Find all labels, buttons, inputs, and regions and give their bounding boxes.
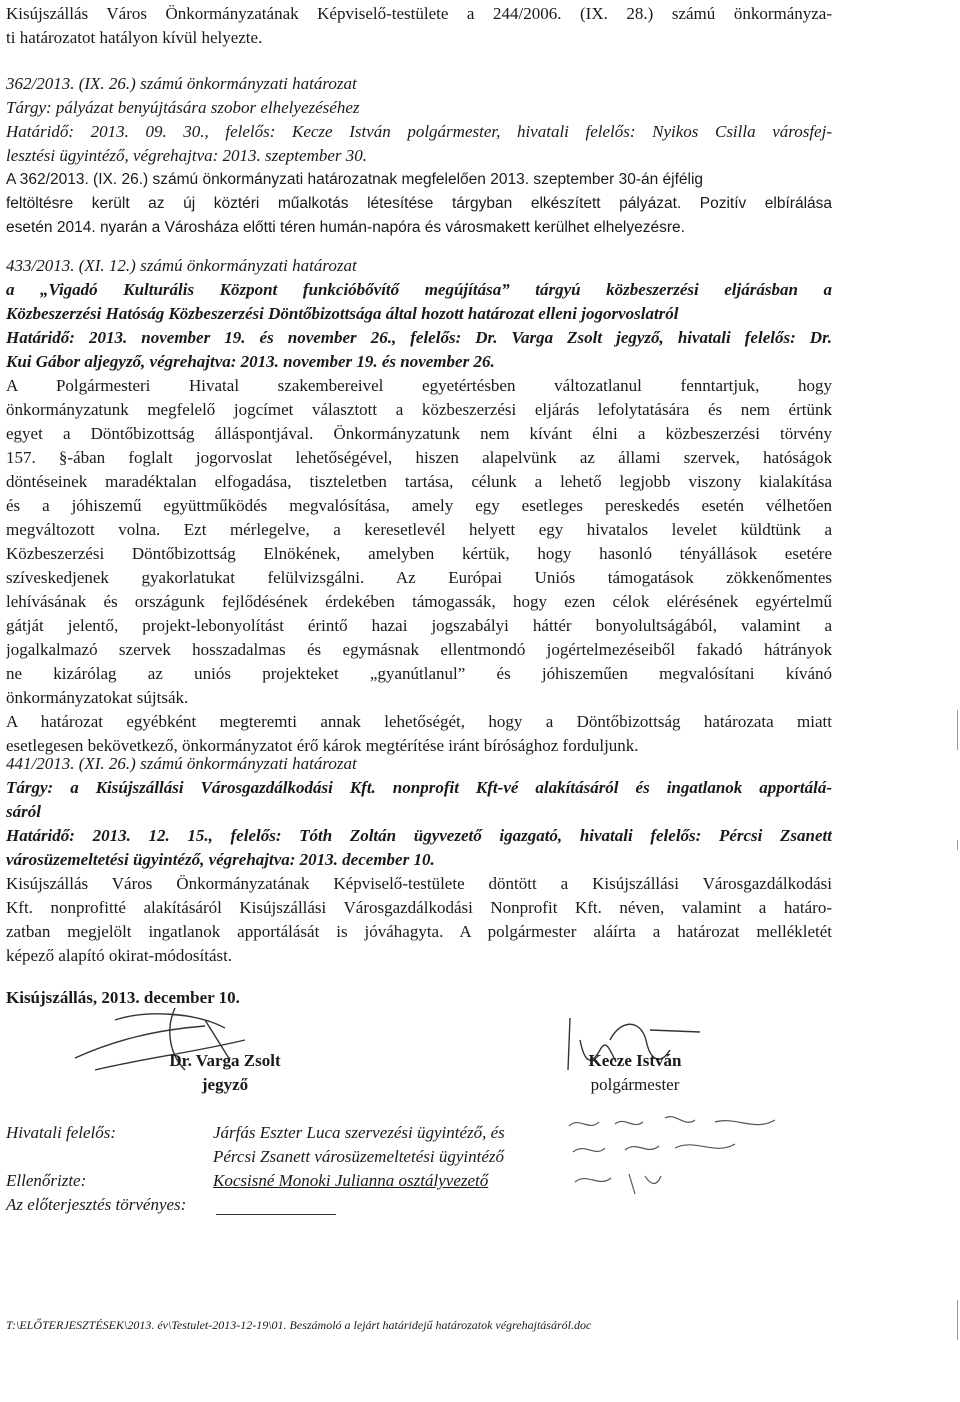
resolution-heading: 433/2013. (XI. 12.) számú önkormányzati határozat <box>6 256 357 275</box>
text-line: A 362/2013. (IX. 26.) számú önkormányzati határozatnak megfelelően 2013. szeptember 30-án éjfélig <box>6 171 704 188</box>
file-path-footer: T:\ELŐTERJESZTÉSEK\2013. év\Testulet-2013-12-19\01. Beszámoló a lejárt határidejű határozatok végrehajtásáról.doc <box>6 1318 592 1332</box>
resolution-deadline: Határidő: 2013. 12. 15., felelős: Tóth Zoltán ügyvezető igazgató, hivatali felelős: Pércsi Zsanett <box>6 826 832 845</box>
text-line: képező alapító okirat-módosítást. <box>6 946 233 965</box>
resolution-deadline: Kui Gábor aljegyző, végrehajtva: 2013. november 19. és november 26. <box>6 352 495 371</box>
jegyzo-name: Dr. Varga Zsolt <box>169 1051 281 1070</box>
text-line: gátját jelentő, projekt-lebonyolítást érintő hazai jogszabályi háttér bonyolultságából, valamint a <box>6 616 832 635</box>
place-date: Kisújszállás, 2013. december 10. <box>6 988 240 1007</box>
polgarmester-name: Kecze István <box>588 1051 682 1070</box>
resolution-433 <box>6 254 832 758</box>
text-line: önkormányzatunk megfelelő jogcímet választott a közbeszerzési eljárás lefolytatására és nem értünk <box>6 400 832 419</box>
resolution-deadline: Határidő: 2013. november 19. és november 26., felelős: Dr. Varga Zsolt jegyző, hivatali felelős: Dr. <box>6 328 832 347</box>
text-line: Kisújszállás Város Önkormányzatának Képviselő-testülete a 244/2006. (IX. 28.) számú önkormányza- <box>6 4 832 23</box>
text-line: ti határozatot hatályon kívül helyezte. <box>6 28 263 47</box>
text-line: Kisújszállás Város Önkormányzatának Képviselő-testülete döntött a Kisújszállási Városgazdálkodási <box>6 874 832 893</box>
text-line: döntéseinek maradéktalan elfogadása, tiszteletben tartása, célunk a lehető legjobb viszony kialakítása <box>6 472 832 491</box>
resolution-subject: sáról <box>6 802 41 821</box>
text-line: önkormányzatokat sújtsák. <box>6 688 189 707</box>
ellenorizte-label: Ellenőrizte: <box>6 1171 87 1190</box>
resolution-subject: a „Vigadó Kulturális Központ funkcióbővítő megújítása” tárgyú közbeszerzési eljárásban a <box>6 280 832 299</box>
text-line: esetén 2014. nyarán a Városháza előtti téren humán-napóra és városmakett kerülhet elhelyezésre. <box>6 219 685 236</box>
text-line: Közbeszerzési Döntőbizottság Elnökének, amelyben kértük, hogy hasonló tényállások esetére <box>6 544 832 563</box>
text-line: szíveskedjenek gyakorlatukat felülvizsgálni. Az Európai Uniós támogatások zökkenőmentes <box>6 568 832 587</box>
resolution-deadline: városüzemeltetési ügyintéző, végrehajtva: 2013. december 10. <box>6 850 435 869</box>
text-line: és a jóhiszemű együttműködés megvalósítása, amely egy esetleges pereskedés esetén vélhetően <box>6 496 832 515</box>
resolution-heading: 362/2013. (IX. 26.) számú önkormányzati határozat <box>6 74 357 93</box>
text-line: feltöltésre került az új köztéri műalkotás létesítése tárgyban elkészített pályázat. Pozitív elbírálása <box>6 195 832 212</box>
text-line: 157. §-ában foglalt jogorvoslat lehetőségével, hiszen alapelvünk az állami szervek, hatóságok <box>6 448 832 467</box>
hivatali-felelos-label: Hivatali felelős: <box>6 1123 117 1142</box>
resolution-441 <box>6 752 832 968</box>
text-line: zatban megjelölt ingatlanok apportálását is jóváhagyta. A polgármester aláírta a határozat mellékletét <box>6 922 832 941</box>
text-line: lehívásának és országunk fejlődésének érdekében támogassák, hogy ezen célok elérésének egyértelmű <box>6 592 832 611</box>
resolution-subject: Tárgy: pályázat benyújtására szobor elhelyezéséhez <box>6 98 360 117</box>
text-line: A határozat egyébként megteremti annak lehetőségét, hogy a Döntőbizottság határozata miatt <box>6 712 832 731</box>
resolution-deadline: Határidő: 2013. 09. 30., felelős: Kecze István polgármester, hivatali felelős: Nyikos Csilla városfej- <box>6 122 832 141</box>
text-line: A Polgármesteri Hivatal szakembereivel egyetértésben változatlanul fenntartjuk, hogy <box>6 376 832 395</box>
scan-mark <box>957 710 958 750</box>
text-line: ne kizárólag az uniós projekteket „gyanútlanul” és jóhiszeműen megvalósítani kívánó <box>6 664 832 683</box>
text-line: jogalkalmazó szervek hosszadalmas és egymásnak ellentmondó jogértelmezéseiből fakadó hátrányok <box>6 640 832 659</box>
ellenorizte-value: Kocsisné Monoki Julianna osztályvezető <box>213 1171 489 1190</box>
polgarmester-title: polgármester <box>590 1075 680 1094</box>
jegyzo-title: jegyző <box>201 1075 249 1094</box>
hivatali-felelos-value-1: Járfás Eszter Luca szervezési ügyintéző, és <box>213 1123 505 1142</box>
resolution-subject: Tárgy: a Kisújszállási Városgazdálkodási Kft. nonprofit Kft-vé alakításáról és ingatlanok apportálá- <box>6 778 832 797</box>
text-line: esetlegesen bekövetkező, önkormányzatot érő károk megtérítése iránt bírósághoz forduljunk. <box>6 736 639 755</box>
resolution-362 <box>6 72 832 240</box>
intro-paragraph <box>6 2 832 50</box>
resolution-subject: Közbeszerzési Hatóság Közbeszerzési Döntőbizottsága által hozott határozat elleni jogorvoslatról <box>6 304 679 323</box>
resolution-heading: 441/2013. (XI. 26.) számú önkormányzati határozat <box>6 754 357 773</box>
scan-mark <box>957 840 958 850</box>
hivatali-felelos-value-2: Pércsi Zsanett városüzemeltetési ügyintéző <box>213 1147 504 1166</box>
text-line: egyet a Döntőbizottság álláspontjával. Önkormányzatunk nem kívánt élni a közbeszerzési törvény <box>6 424 832 443</box>
text-line: Kft. nonprofitté alakításáról Kisújszállási Városgazdálkodási Nonprofit Kft. néven, valamint a határo- <box>6 898 832 917</box>
eloterjesztes-label: Az előterjesztés törvényes: <box>6 1195 187 1214</box>
signature-line <box>216 1214 336 1215</box>
resolution-deadline: lesztési ügyintéző, végrehajtva: 2013. szeptember 30. <box>6 146 368 165</box>
handwritten-initials <box>565 1112 795 1202</box>
scan-mark <box>957 1300 958 1340</box>
text-line: megváltozott volna. Ezt mérlegelve, a keresetlevél helyett egy hivatalos levelet küldtünk a <box>6 520 832 539</box>
